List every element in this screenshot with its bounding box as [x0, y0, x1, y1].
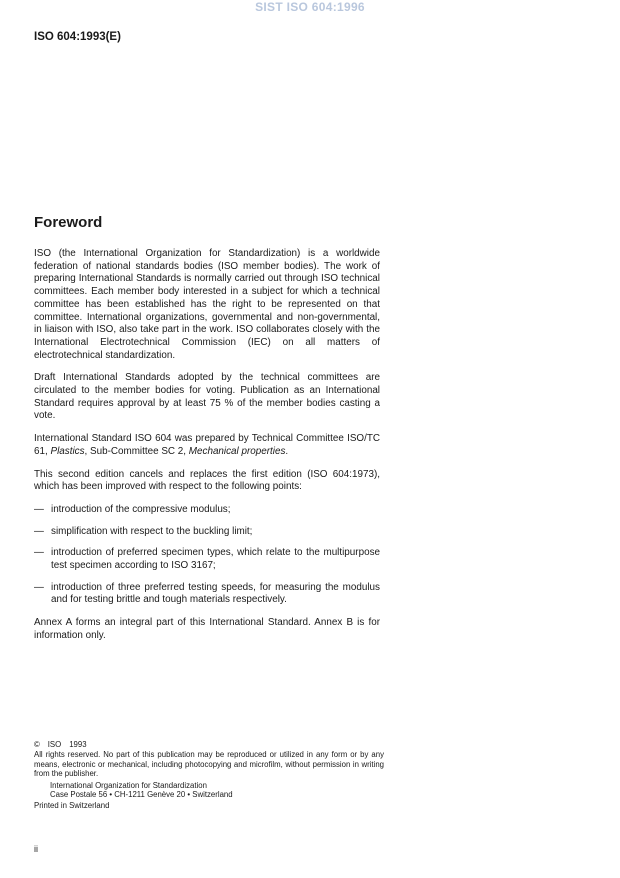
- list-item-text: introduction of three preferred testing speeds, for measuring the modulus and for testing brittle and tough materials respectively.: [51, 581, 380, 606]
- list-item: [34, 547, 380, 572]
- foreword-body: [34, 248, 380, 653]
- list-item: [34, 582, 380, 607]
- dash-marker: —: [34, 525, 44, 537]
- dash-marker: —: [34, 547, 44, 559]
- dash-marker: —: [34, 581, 44, 593]
- copyright-notice: All rights reserved. No part of this publication may be reproduced or utilized in any form or by any means, electronic or mechanical, including photocopying and microfilm, without permission in writing from the publisher.: [34, 750, 384, 779]
- copyright-symbol: ©: [34, 740, 40, 749]
- preparation-text-end: .: [285, 445, 289, 457]
- copyright-year: 1993: [69, 740, 87, 749]
- dash-marker: —: [34, 503, 44, 515]
- preparation-text: International Standard ISO 604 was prepared by Technical Committee ISO/TC 61,: [34, 433, 380, 457]
- printed-in: Printed in Switzerland: [34, 801, 110, 811]
- watermark: SIST ISO 604:1996: [255, 0, 365, 14]
- page-title: Foreword: [34, 214, 103, 231]
- list-item-text: simplification with respect to the buckling limit;: [51, 525, 253, 537]
- subcommittee-name: Mechanical properties: [188, 445, 286, 457]
- copyright-org: ISO: [47, 740, 62, 749]
- page-number: ii: [34, 844, 38, 854]
- list-item-text: introduction of preferred specimen types, which relate to the multipurpose test specimen according to ISO 3167;: [51, 547, 380, 572]
- paragraph-second-edition: This second edition cancels and replaces the first edition (ISO 604:1973), which has been improved with respect to the following points:: [34, 468, 380, 493]
- preparation-text-mid: , Sub-Committee SC 2,: [84, 445, 189, 457]
- list-item-text: introduction of the compressive modulus;: [51, 503, 231, 515]
- committee-name: Plastics: [50, 445, 85, 457]
- list-item: [34, 526, 380, 539]
- paragraph-iso-intro: ISO (the International Organization for Standardization) is a worldwide federation of national standards bodies (ISO member bodies). The work of preparing International Standards is normally carried out through ISO technical committees. Each member body interested in a subject for which a technical committee has been established has the right to be represented on that committee. International organizations, governmental and non-governmental, in liaison with ISO, also take part in the work. ISO collaborates closely with the International Electrotechnical Commission (IEC) on all matters of electrotechnical standardization.: [34, 248, 380, 361]
- address-line-2: Case Postale 56 • CH-1211 Genève 20 • Switzerland: [50, 790, 233, 800]
- paragraph-draft-standards: Draft International Standards adopted by the technical committees are circulated to the member bodies for voting. Publication as an International Standard requires approval by at least 75 % of the member bodies casting a vote.: [34, 372, 380, 422]
- document-id: ISO 604:1993(E): [34, 31, 121, 43]
- address-line-1: International Organization for Standardization: [50, 780, 207, 790]
- improvements-list: [34, 504, 380, 607]
- list-item: [34, 504, 380, 517]
- copyright-block: [34, 740, 384, 811]
- paragraph-annex: Annex A forms an integral part of this International Standard. Annex B is for information only.: [34, 617, 380, 641]
- paragraph-preparation: [34, 433, 380, 458]
- copyright-line: [34, 740, 384, 749]
